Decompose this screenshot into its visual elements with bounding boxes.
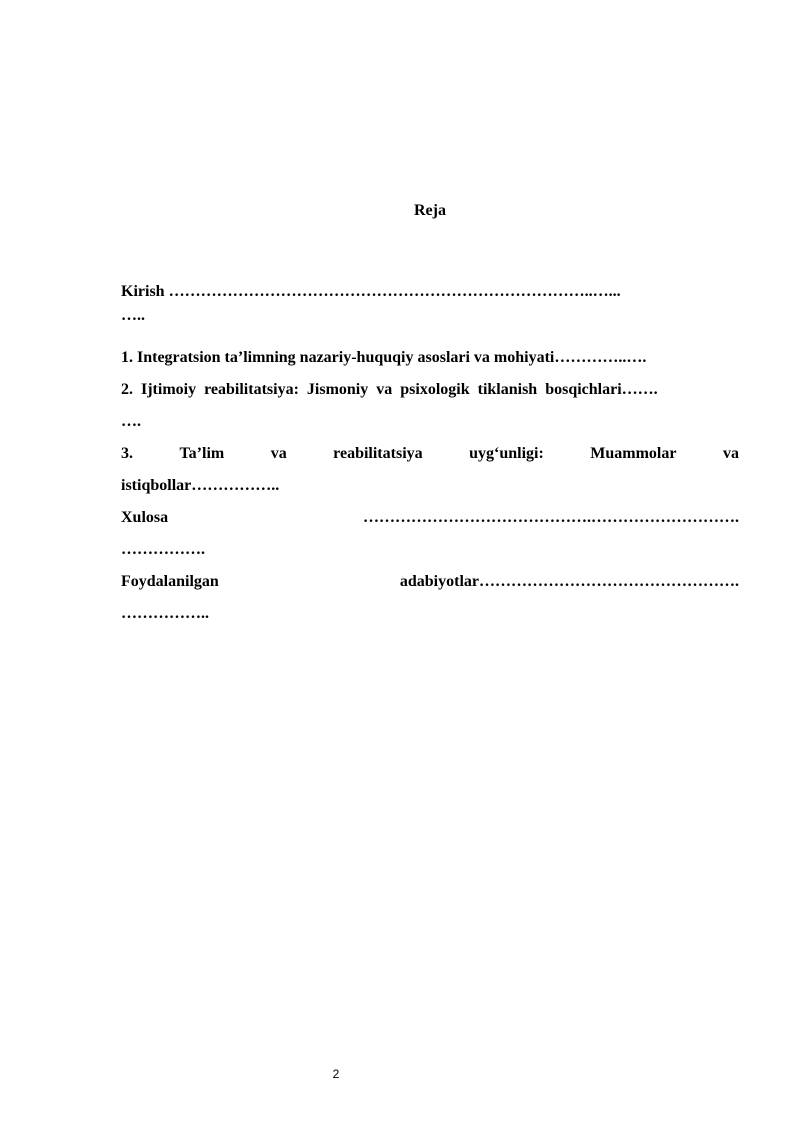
toc-item-3-word: Muammolar xyxy=(590,445,677,462)
toc-item-3-continuation: istiqbollar…………….. xyxy=(121,477,280,494)
toc-adabiyotlar-label: Foydalanilgan xyxy=(121,573,219,590)
toc-item-3-word: Ta’lim xyxy=(179,445,225,462)
toc-adabiyotlar-continuation: …………….. xyxy=(121,605,209,622)
toc-item-1-line xyxy=(121,342,739,374)
toc-xulosa-leader: …………………………………….………………………. xyxy=(363,509,739,526)
toc-item-xulosa xyxy=(121,502,739,566)
toc-item-1-text: 1. Integratsion ta’limning nazariy-huquqiy asoslari va mohiyati…………..…. xyxy=(121,349,647,366)
toc-adabiyotlar-leader: . xyxy=(735,573,739,590)
toc-item-3-word: va xyxy=(722,445,739,462)
table-of-contents xyxy=(121,280,739,630)
toc-item-2-continuation: …. xyxy=(121,413,141,430)
toc-item-3 xyxy=(121,438,739,502)
toc-item-3-line xyxy=(121,438,739,470)
toc-kirish-line xyxy=(121,280,739,304)
toc-xulosa-label: Xulosa xyxy=(121,509,169,526)
toc-item-3-word: 3. xyxy=(121,445,133,462)
toc-kirish-leader: ……………………………………………………………………..…... xyxy=(164,283,621,300)
toc-item-adabiyotlar xyxy=(121,566,739,630)
toc-adabiyotlar-word: adabiyotlar………………………………………… xyxy=(399,573,735,590)
toc-item-kirish xyxy=(121,280,739,328)
toc-adabiyotlar-line xyxy=(121,566,739,598)
toc-item-3-word: reabilitatsiya xyxy=(333,445,423,462)
toc-item-1 xyxy=(121,342,739,374)
toc-item-3-word: uyg‘unligi: xyxy=(469,445,544,462)
toc-adabiyotlar-label-2 xyxy=(400,566,739,598)
page-title: Reja xyxy=(414,202,446,219)
toc-item-2 xyxy=(121,374,739,438)
toc-kirish-label: Kirish xyxy=(121,283,165,300)
toc-item-3-word: va xyxy=(270,445,287,462)
page-number: 2 xyxy=(332,1067,340,1081)
toc-item-2-text: 2. Ijtimoiy reabilitatsiya: Jismoniy va psixologik tiklanish bosqichlari……. xyxy=(121,381,658,398)
toc-kirish-continuation: ….. xyxy=(121,307,145,324)
toc-xulosa-continuation: ……………. xyxy=(121,541,205,558)
toc-xulosa-line xyxy=(121,502,739,534)
toc-item-2-line xyxy=(121,374,739,406)
